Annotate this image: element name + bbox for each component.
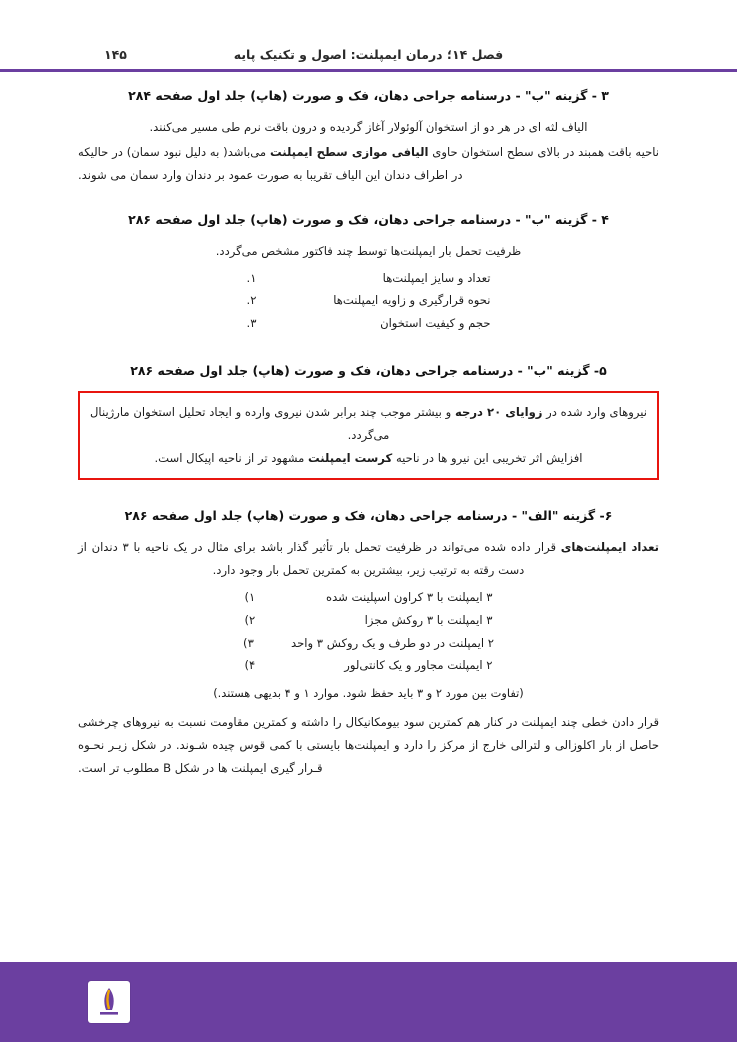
answer-paragraph: ظرفیت تحمل بار ایمپلنت‌ها توسط چند فاکتور مشخص می‌گردد. (215, 243, 522, 258)
answer-closing-paragraph: قرار دادن خطی چند ایمپلنت در کنار هم کمترین سود بیومکانیکال را داشته و کمترین مقاومت نسبت به نیروهای چرخشی حاصل از بار اکلوزالی و لترالی خارج از مرکز را دارد و ایمپلنت‌ها بایستی با کمی قوس چیده شـوند. در شکل زیـر نحـوه قـرار گیری ایمپلنت ها در شکل B مطلوب تر است. (78, 714, 659, 775)
list-item-number: ۱) (244, 590, 256, 605)
list-item-number: ۳. (246, 315, 257, 330)
list-item-text: ۳ ایمپلنت با ۳ روکش مجزا (364, 613, 493, 628)
page-content (0, 72, 737, 962)
list-item-number: ۳) (243, 635, 254, 650)
page-footer (0, 962, 737, 1042)
answer-title-5: ۵- گزینه "ب" - درسنامه جراحی دهان، فک و صورت (هاپ) جلد اول صفحه ۲۸۶ (130, 362, 607, 378)
list-item (78, 654, 659, 677)
list-item-number: ۲) (244, 613, 256, 628)
answer-block-3 (78, 86, 659, 188)
list-item (78, 586, 659, 609)
list-item (78, 267, 659, 290)
list-item-text: ۲ ایمپلنت در دو طرف و یک روکش ۳ واحد (291, 635, 494, 650)
list-item (78, 289, 659, 312)
header-divider (0, 69, 737, 72)
answer-paragraph: ناحیه باقت همبند در بالای سطح استخوان حاوی الیافی موازی سطح ایمپلنت می‌باشد( به دلیل نبود سمان) در حالیکه در اطراف دندان این الیاف تقریبا به صورت عمود بر دندان وارد سمان می شوند. (78, 145, 660, 183)
page-header (0, 0, 737, 72)
list-item-text: ۳ ایمپلنت با ۳ کراون اسپلینت شده (326, 590, 493, 605)
answer-block-4 (78, 210, 659, 335)
answer-note: (تفاوت بین مورد ۲ و ۳ باید حفظ شود. موارد ۱ و ۴ بدیهی هستند.) (213, 685, 524, 700)
answer-paragraph: تعداد ایمپلنت‌های قرار داده شده می‌تواند در ظرفیت تحمل بار تأثیر گذار باشد برای مثال در یک ناحیه با ۳ دندان از دست رقته به ترتیب زیر، بیشترین به کمترین تحمل بار وجود دارد. (78, 540, 659, 578)
list-item (78, 609, 659, 632)
answer-paragraph: افزایش اثر تخریبی این نیرو ها در ناحیه کرست ایمپلنت مشهود تر از ناحیه اپیکال است. (154, 450, 583, 465)
header-title: فصل ۱۴؛ درمان ایمپلنت: اصول و تکنیک پایه (233, 47, 504, 62)
list-item-number: ۲. (246, 293, 257, 308)
list-item-text: تعداد و سایز ایمپلنت‌ها (382, 270, 491, 285)
answer-list-4 (78, 267, 659, 335)
publisher-logo-icon (88, 981, 130, 1023)
answer-title-3: ۳ - گزینه "ب" - درسنامه جراحی دهان، فک و صورت (هاپ) جلد اول صفحه ۲۸۴ (128, 88, 609, 103)
answer-list-6 (78, 586, 659, 676)
list-item-number: ۱. (246, 270, 257, 285)
list-item-text: ۲ ایمپلنت مجاور و یک کانتی‌لور (344, 658, 493, 673)
answer-paragraph: نیروهای وارد شده در زوایای ۲۰ درجه و بیشتر موجب چند برابر شدن نیروی وارده و ایجاد تحلیل استخوان مارژینال می‌گردد. (90, 404, 647, 442)
highlighted-answer-box (78, 391, 659, 481)
list-item-number: ۴) (244, 658, 256, 673)
list-item-text: نحوه قرارگیری و زاویه ایمپلنت‌ها (333, 293, 491, 308)
answer-paragraph: الیاف لثه ای در هر دو از استخوان آلوئولار آغاز گردیده و درون باقت نرم طی مسیر می‌کنند. (149, 120, 588, 134)
list-item-text: حجم و کیفیت استخوان (380, 315, 491, 330)
answer-title-4: ۴ - گزینه "ب" - درسنامه جراحی دهان، فک و صورت (هاپ) جلد اول صفحه ۲۸۶ (128, 211, 609, 227)
list-item (78, 312, 659, 335)
list-item (78, 632, 659, 655)
answer-block-5 (78, 361, 659, 481)
page-number: ۱۴۵ (104, 47, 127, 62)
answer-block-6 (78, 506, 659, 780)
answer-title-6: ۶- گزینه "الف" - درسنامه جراحی دهان، فک و صورت (هاپ) جلد اول صفحه ۲۸۶ (124, 508, 613, 524)
